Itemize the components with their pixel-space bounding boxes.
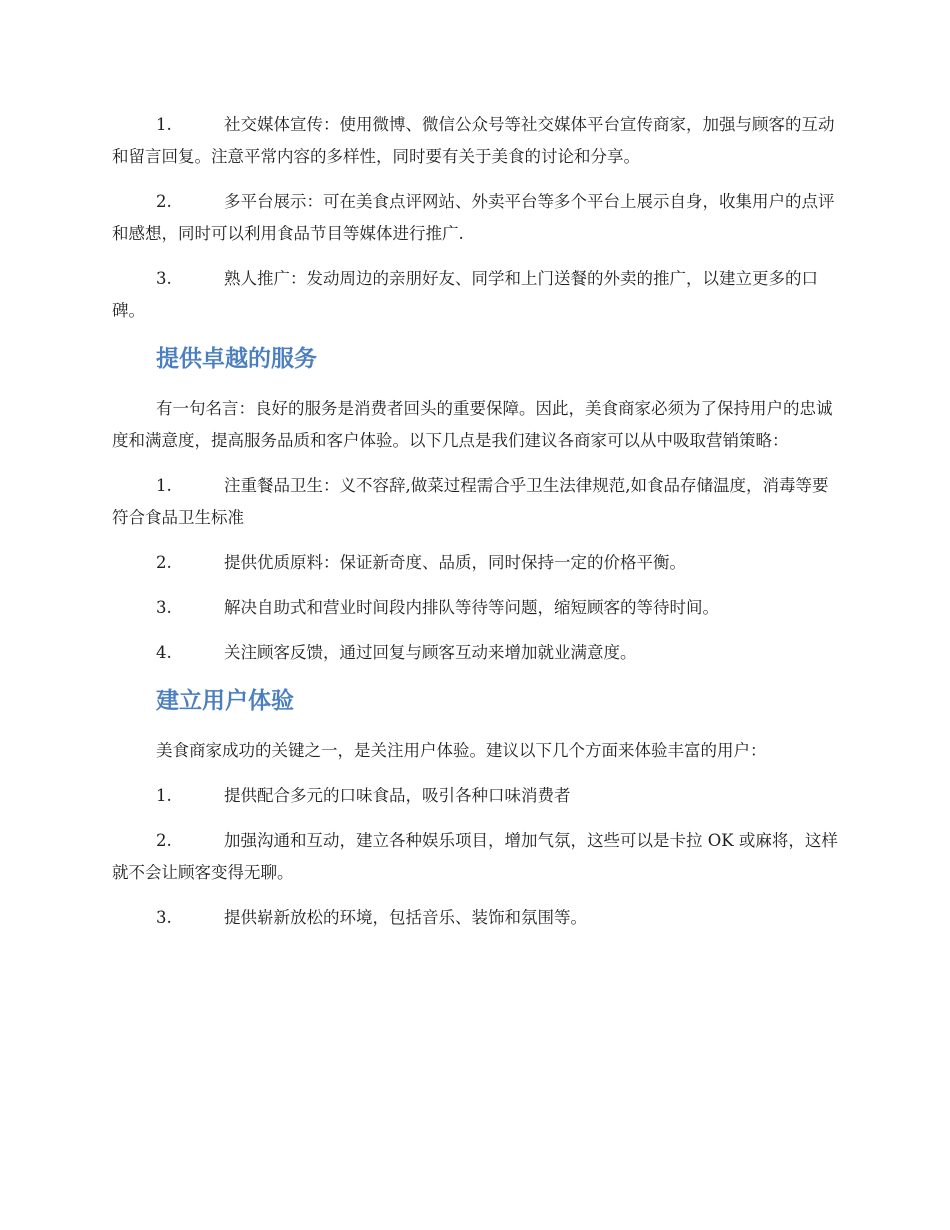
list-number: 3. [156, 908, 172, 927]
list-item [112, 470, 838, 534]
list-text: 加强沟通和互动，建立各种娱乐项目，增加气氛，这些可以是卡拉 OK 或麻将，这样就不会让顾客变得无聊。 [112, 831, 838, 882]
list-number: 3. [156, 269, 172, 288]
list-number: 2. [156, 192, 172, 211]
list-text: 提供崭新放松的环境，包括音乐、装饰和氛围等。 [224, 908, 587, 927]
list-text: 关注顾客反馈，通过回复与顾客互动来增加就业满意度。 [224, 643, 637, 662]
list-text: 社交媒体宣传：使用微博、微信公众号等社交媒体平台宣传商家，加强与顾客的互动和留言回复。注意平常内容的多样性，同时要有关于美食的讨论和分享。 [112, 115, 835, 166]
section-intro: 美食商家成功的关键之一，是关注用户体验。建议以下几个方面来体验丰富的用户： [156, 741, 767, 760]
section-heading: 提供卓越的服务 [156, 346, 317, 372]
list-text: 提供优质原料：保证新奇度、品质，同时保持一定的价格平衡。 [224, 553, 686, 572]
list-item [112, 780, 838, 812]
list-number: 4. [156, 643, 172, 662]
section-heading: 建立用户体验 [156, 688, 294, 714]
list-item [112, 109, 838, 173]
section-intro: 有一句名言：良好的服务是消费者回头的重要保障。因此，美食商家必须为了保持用户的忠诚度和满意度，提高服务品质和客户体验。以下几点是我们建议各商家可以从中吸取营销策略： [112, 399, 833, 450]
list-text: 多平台展示：可在美食点评网站、外卖平台等多个平台上展示自身，收集用户的点评和感想，同时可以利用食品节目等媒体进行推广. [112, 192, 835, 243]
list-text: 提供配合多元的口味食品，吸引各种口味消费者 [224, 786, 571, 805]
list-item [112, 186, 838, 250]
list-item [112, 592, 838, 624]
list-number: 1. [156, 786, 172, 805]
list-number: 1. [156, 115, 172, 134]
list-item [112, 902, 838, 934]
list-number: 3. [156, 598, 172, 617]
list-text: 解决自助式和营业时间段内排队等待等问题，缩短顾客的等待时间。 [224, 598, 719, 617]
list-text: 熟人推广：发动周边的亲朋好友、同学和上门送餐的外卖的推广，以建立更多的口碑。 [112, 269, 818, 320]
list-item [112, 263, 838, 327]
list-item [112, 547, 838, 579]
list-number: 1. [156, 476, 172, 495]
list-text: 注重餐品卫生：义不容辞,做菜过程需合乎卫生法律规范,如食品存储温度，消毒等要符合食品卫生标准 [112, 476, 829, 527]
list-number: 2. [156, 553, 172, 572]
list-item [112, 825, 838, 889]
list-item [112, 637, 838, 669]
list-number: 2. [156, 831, 172, 850]
